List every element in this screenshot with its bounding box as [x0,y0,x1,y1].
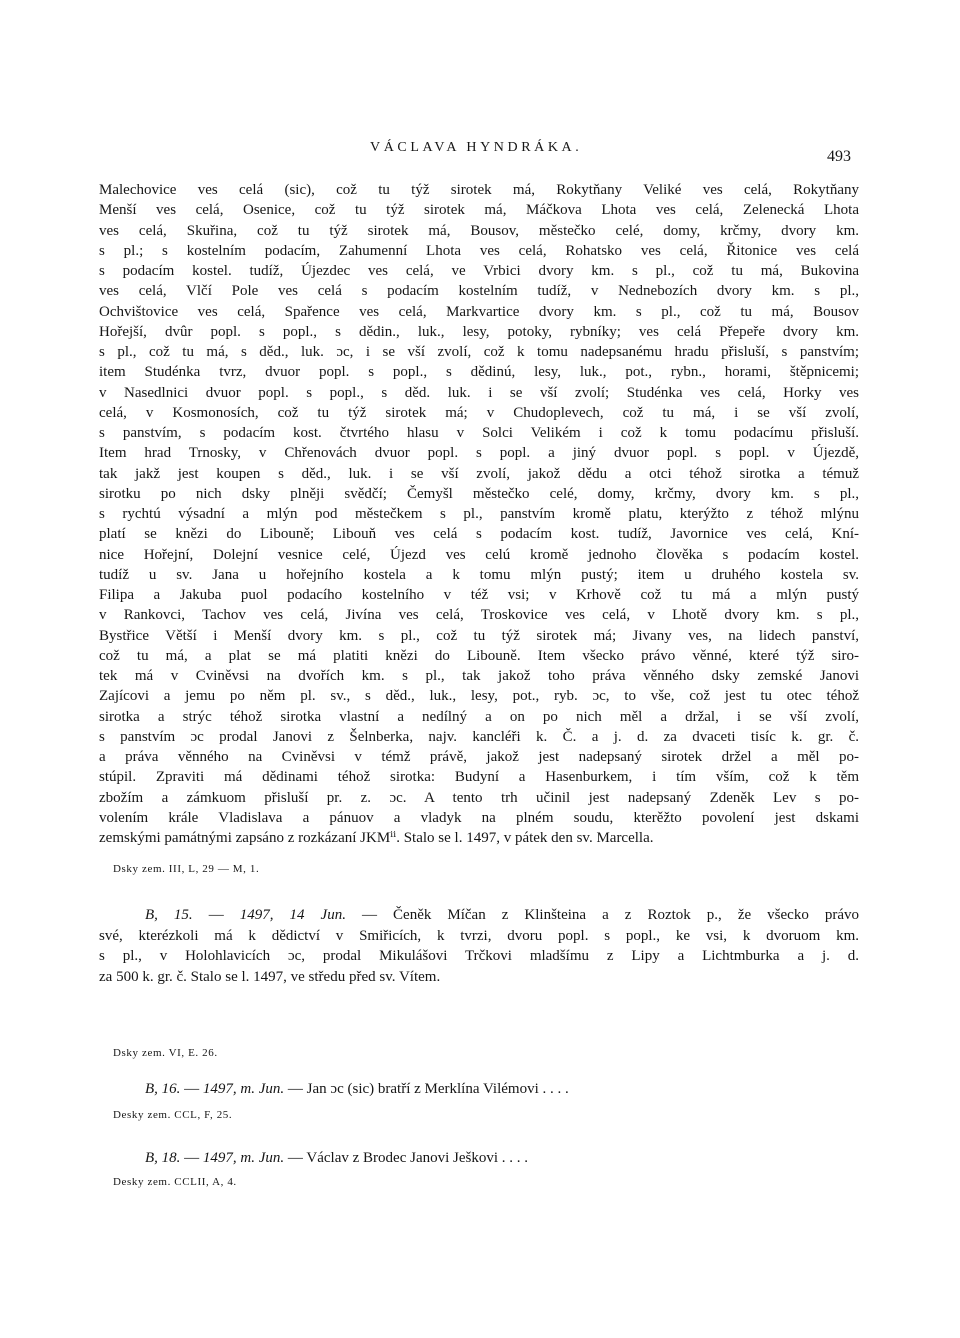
entry-text-line: své, kterézkoli má k dědictví v Smiřicích, k tvrzi, dvoru popl. s popl., ke vsi, k dvoruom km. [99,927,859,944]
entry-b18-citation: Desky zem. CCLII, A, 4. [113,1176,237,1188]
text-line: Hořejší, dvûr popl. s popl., s dědin., luk., lesy, potoky, rybníky; ves celá Přepeře dvory km. [99,323,859,340]
text-line: sirotka a strýc téhož sirotka vlastní a nedílný a on po nich měl a držal, i se vší zvolí, [99,708,859,725]
entry-separator: — [287,1081,303,1097]
entry-ref: B, 18. [145,1150,181,1166]
entry-ref: B, 15. [145,907,193,923]
entry-ref: B, 16. [145,1081,181,1097]
text-line: stúpil. Zpraviti má dědinami téhož sirotka: Budyní a Hasenburkem, i tím vším, což k těm [99,769,859,786]
entry-first-line [99,1148,859,1169]
text-line: celá, v Kosmonosích, což tu týž sirotek má; v Chudoplevech, což tu má, i se vší zvolí, [99,404,859,421]
text-line: nice Hořejní, Dolejní vesnice celé, Újezd ves celú kromě jednoho člověka s podacím kostel. [99,546,859,563]
entry-text-line: Jan ɔc (sic) bratří z Merklína Vilémovi . . . . [306,1081,569,1097]
text-line: Bystřice Větší i Menší dvory km. s pl., což tu týž sirotek má; Jivany ves, na lidech panství, [99,627,859,644]
entry-b16-citation: Desky zem. CCL, F, 25. [113,1109,233,1121]
text-line: item Studénka tvrz, dvuor popl. s popl., s dědinú, lesy, luk., pot., rybn., horami, štěpnicemi; [99,364,859,381]
text-line: tudíž u sv. Jana u hořejního kostela a k tomu mlýn pustý; item u druhého kostela sv. [99,566,859,583]
text-line: s pl.; s kostelním podacím, Zahumenní Lhota ves celá, Rohatsko ves celá, Řitonice ves celá [99,242,859,259]
running-head: VÁCLAVA HYNDRÁKA. [370,140,583,155]
entry-separator: — [184,1081,200,1097]
entry-date: 1497, m. Jun. [202,1150,285,1166]
entry-separator: — [184,1150,200,1166]
text-line: s rychtú výsadní a mlýn pod městečkem s pl., panstvím kromě platu, kterýžto z téhož mlýnu [99,506,859,522]
entry-text-line: Čeněk Míčan z Klinšteina a z Roztok p., že všecko právo [393,907,859,923]
text-line: Zajícovi a jemu po něm pl. sv., s děd., luk., lesy, pot., ryb. ɔc, to vše, což jest tu otec téhož [99,688,859,705]
text-line: Menší ves celá, Osenice, což tu týž sirotek má, Máčkova Lhota ves celá, Zelenecká Lhota [99,202,859,219]
text-line: s podacím kostel. tudíž, Újezdec ves celá, ve Vrbici dvory km. s pl., což tu má, Bukovina [99,263,859,279]
text-line: a práva věnného na Cviněvsi v témž právě, jakož jest nadepsaný sirotek držel a měl po- [99,749,859,765]
text-line: sirotku po nich dsky plněji svědčí; Čemyšl městečko celé, domy, krčmy, dvory km. s pl., [99,485,859,502]
main-citation: Dsky zem. III, L, 29 — M, 1. [113,863,260,875]
text-line: ves celá, Skuřina, což tu týž sirotek má, Bousov, městečko celé, domy, krčmy, dvory km. [99,222,859,239]
text-line: v Nasedlnici dvuor popl. s popl., s děd. luk. i se vší zvolí; Studénka ves celá, Horky ves [99,384,859,401]
text-line: tek má v Cviněvsi na dvořích km. s pl., tak jakož toho práva věnného dsky zemské Janovi [99,668,859,684]
text-line: s panstvím, s podacím kost. čtvrtého hlasu v Solci Velikém i což k tomu podacímu přisluší. [99,425,859,441]
text-line: volením krále Vladislava a pánuov a vladyk na plném soudu, kterěžto povolení jest dskami [99,809,859,826]
text-line: Filipa a Jakuba puol podacího kostelního v též vsi; v Krhově což tu má a mlýn pustý [99,587,859,603]
entry-date: 1497, 14 Jun. [239,907,346,923]
entry-text-line: Václav z Brodec Janovi Ješkovi . . . . [306,1150,529,1166]
text-line: Ochvištovice ves celá, Spařence ves celá, Markvartice dvory km. s pl., což tu má, Bousov [99,303,859,320]
text-line: s pl., což tu má, s děd., luk. ɔc, i se vší zvolí, což k tomu nadepsanému hradu přisluší, s panstvím; [99,344,859,360]
page-number: 493 [827,148,851,165]
entry-date: 1497, m. Jun. [202,1081,285,1097]
main-paragraph [99,180,859,848]
text-line: Malechovice ves celá (sic), což tu týž sirotek má, Rokytňany Veliké ves celá, Rokytňany [99,182,859,198]
entry-separator: — [362,907,377,923]
text-line: což tu má, a plat se má platiti knězi do Libouně. Item všecko právo věnné, které týž siro- [99,647,859,664]
entry-text-line: s pl., v Holohlavicích ɔc, prodal Mikulášovi Trčkovi mladšímu z Lipy a Lichtmburka a j. d. [99,948,859,964]
text-line: v Rankovci, Tachov ves celá, Jivína ves celá, Troskovice ves celá, v Lhotě dvory km. s pl., [99,607,859,624]
text-line: Item hrad Trnosky, v Chřenovách dvuor popl. s popl. a jiný dvuor popl. s popl. v Újezdě, [99,445,859,462]
entry-text-line: za 500 k. gr. č. Stalo se l. 1497, ve středu před sv. Vítem. [99,968,441,985]
entry-first-line [99,905,859,926]
text-line: tak jakž jest koupen s děd., luk. i se vší zvolí, jakož dědu a otci téhož sirotka a témuž [99,465,859,482]
text-line: zbožím a zámkuom přisluší pr. z. ɔc. A tento trh učinil jest nadepsaný Zdeněk Lev s po- [99,789,859,806]
entry-b15 [99,905,859,987]
entry-separator: — [287,1150,303,1166]
entry-separator: — [208,907,224,923]
entry-b18 [99,1148,859,1169]
text-line: ves celá, Vlčí Pole ves celá s podacím kostelním tudíž, v Nednebozích dvory km. s pl., [99,283,859,300]
entry-b15-citation: Dsky zem. VI, E. 26. [113,1047,218,1059]
text-line: platí se knězi do Libouně; Libouň ves celá s podacím kost. tudíž, Javornice ves celá, Kní- [99,526,859,543]
entry-first-line [99,1079,859,1100]
entry-b16 [99,1079,859,1100]
text-line: s panstvím ɔc prodal Janovi z Šelnberka, najv. kancléři k. Č. a j. d. za dvaceti tisíc k. gr. č. [99,728,859,745]
text-line: zemskými památnými zapsáno z rozkázaní JKMⁱⁱ. Stalo se l. 1497, v pátek den sv. Marcella. [99,830,654,846]
